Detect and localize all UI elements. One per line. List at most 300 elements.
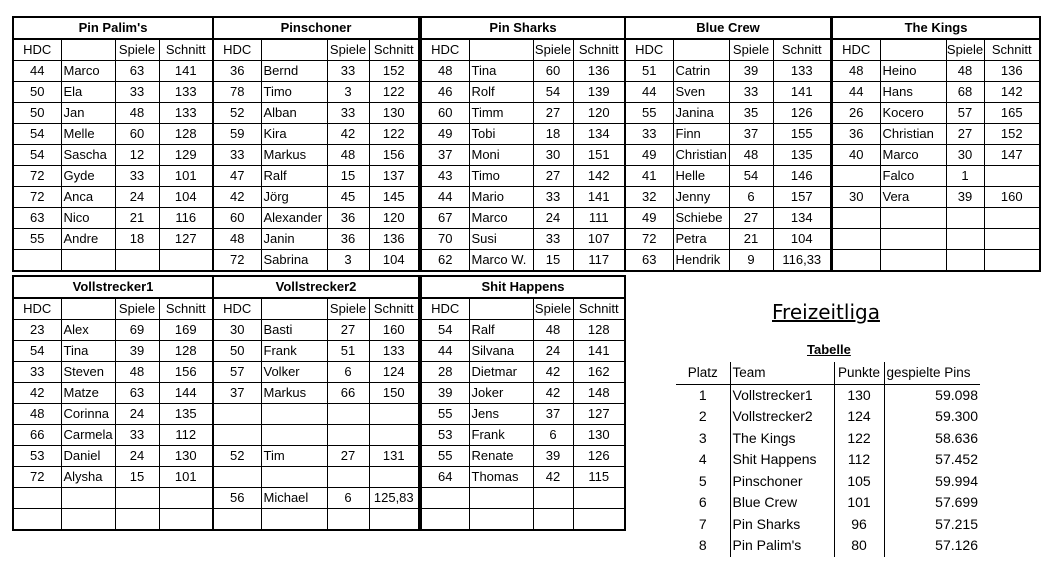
pins-cell: 57.126 [884, 535, 980, 557]
hdc-cell: 72 [625, 229, 673, 250]
table-row [832, 103, 1040, 124]
games-header: Spiele [533, 39, 573, 61]
games-cell: 6 [533, 425, 573, 446]
hdc-cell: 62 [421, 250, 469, 272]
player-name: Sascha [61, 145, 115, 166]
table-row [13, 488, 213, 509]
games-cell: 54 [729, 166, 773, 187]
player-name: Kira [261, 124, 327, 145]
games-cell: 3 [327, 82, 369, 103]
team-table [420, 16, 626, 272]
games-cell: 48 [327, 145, 369, 166]
average-cell: 104 [159, 187, 213, 208]
hdc-cell: 72 [13, 187, 61, 208]
average-header: Schnitt [573, 39, 625, 61]
hdc-cell: 30 [832, 187, 880, 208]
hdc-cell [832, 250, 880, 272]
average-cell [159, 509, 213, 531]
player-name: Janin [261, 229, 327, 250]
table-row [213, 229, 419, 250]
games-cell: 27 [327, 446, 369, 467]
table-row [213, 488, 419, 509]
player-name: Heino [880, 61, 946, 82]
pins-cell: 57.215 [884, 514, 980, 536]
games-cell: 24 [533, 208, 573, 229]
hdc-cell: 44 [625, 82, 673, 103]
player-name: Helle [673, 166, 729, 187]
player-name: Timo [261, 82, 327, 103]
hdc-cell: 42 [13, 383, 61, 404]
games-cell: 45 [327, 187, 369, 208]
games-cell: 27 [327, 320, 369, 341]
average-cell: 135 [159, 404, 213, 425]
rank-header: Platz [676, 362, 730, 384]
table-row [421, 145, 625, 166]
average-cell: 135 [773, 145, 831, 166]
average-cell: 152 [369, 61, 419, 82]
average-cell: 145 [369, 187, 419, 208]
hdc-cell: 50 [213, 341, 261, 362]
player-name: Bernd [261, 61, 327, 82]
games-cell: 1 [946, 166, 984, 187]
table-row [832, 61, 1040, 82]
hdc-cell: 78 [213, 82, 261, 103]
games-cell: 33 [115, 166, 159, 187]
table-row [832, 166, 1040, 187]
average-cell: 141 [773, 82, 831, 103]
average-cell: 126 [773, 103, 831, 124]
hdc-cell: 23 [13, 320, 61, 341]
games-cell: 42 [533, 362, 573, 383]
average-cell: 142 [984, 82, 1040, 103]
average-cell: 104 [369, 250, 419, 272]
player-name: Janina [673, 103, 729, 124]
hdc-cell: 72 [213, 250, 261, 272]
team-name: The Kings [832, 17, 1040, 39]
player-name: Marco [880, 145, 946, 166]
standings-row [676, 384, 980, 406]
team-name: Vollstrecker1 [13, 276, 213, 298]
team-cell: Shit Happens [730, 449, 834, 471]
team-cell: Pin Sharks [730, 514, 834, 536]
games-cell: 35 [729, 103, 773, 124]
table-row [213, 61, 419, 82]
hdc-cell: 44 [13, 61, 61, 82]
hdc-cell: 26 [832, 103, 880, 124]
games-cell: 48 [533, 320, 573, 341]
average-cell: 101 [159, 166, 213, 187]
table-row [213, 362, 419, 383]
hdc-cell: 48 [832, 61, 880, 82]
games-cell: 18 [115, 229, 159, 250]
hdc-cell: 50 [13, 103, 61, 124]
points-cell: 130 [834, 384, 884, 406]
games-cell: 66 [327, 383, 369, 404]
name-header [61, 39, 115, 61]
table-row [13, 208, 213, 229]
average-cell: 147 [984, 145, 1040, 166]
table-row [421, 187, 625, 208]
player-name: Ela [61, 82, 115, 103]
games-cell [327, 467, 369, 488]
player-name: Alban [261, 103, 327, 124]
table-row [13, 362, 213, 383]
hdc-cell: 48 [421, 61, 469, 82]
player-name: Petra [673, 229, 729, 250]
player-name: Sabrina [261, 250, 327, 272]
average-cell: 134 [573, 124, 625, 145]
table-row [625, 124, 831, 145]
table-row [421, 82, 625, 103]
points-cell: 124 [834, 406, 884, 428]
player-name: Markus [261, 383, 327, 404]
player-name: Joker [469, 383, 533, 404]
games-cell: 30 [533, 145, 573, 166]
average-cell: 128 [573, 320, 625, 341]
average-cell: 160 [984, 187, 1040, 208]
name-header [261, 298, 327, 320]
team-table [831, 16, 1041, 272]
average-cell: 130 [369, 103, 419, 124]
average-cell: 101 [159, 467, 213, 488]
table-row [625, 208, 831, 229]
hdc-cell [421, 509, 469, 531]
hdc-cell [213, 467, 261, 488]
player-name: Melle [61, 124, 115, 145]
table-row [13, 467, 213, 488]
team-cell: The Kings [730, 428, 834, 450]
hdc-cell: 49 [625, 208, 673, 229]
average-header: Schnitt [984, 39, 1040, 61]
table-row [13, 404, 213, 425]
games-cell [115, 488, 159, 509]
player-name [469, 488, 533, 509]
average-cell [369, 425, 419, 446]
games-cell: 33 [327, 61, 369, 82]
games-cell: 15 [533, 250, 573, 272]
hdc-cell: 51 [625, 61, 673, 82]
rank-cell: 3 [698, 429, 707, 446]
points-cell: 112 [834, 449, 884, 471]
player-name: Gyde [61, 166, 115, 187]
hdc-cell: 55 [421, 404, 469, 425]
player-name: Timo [469, 166, 533, 187]
hdc-cell: 53 [13, 446, 61, 467]
team-name: Vollstrecker2 [213, 276, 419, 298]
pins-cell: 59.098 [884, 384, 980, 406]
table-row [13, 187, 213, 208]
table-row [625, 61, 831, 82]
games-cell: 42 [533, 383, 573, 404]
hdc-cell: 55 [625, 103, 673, 124]
table-row [625, 145, 831, 166]
games-cell: 33 [533, 187, 573, 208]
hdc-cell: 59 [213, 124, 261, 145]
table-row [421, 341, 625, 362]
player-name: Ralf [469, 320, 533, 341]
games-cell: 36 [327, 208, 369, 229]
average-cell: 156 [159, 362, 213, 383]
table-row [625, 250, 831, 272]
games-cell [946, 208, 984, 229]
average-cell: 117 [573, 250, 625, 272]
games-cell [533, 509, 573, 531]
table-row [13, 383, 213, 404]
games-header: Spiele [115, 298, 159, 320]
average-cell: 152 [984, 124, 1040, 145]
average-cell: 157 [773, 187, 831, 208]
games-cell [327, 425, 369, 446]
hdc-cell: 54 [13, 341, 61, 362]
hdc-header: HDC [832, 39, 880, 61]
hdc-cell: 46 [421, 82, 469, 103]
average-cell [369, 509, 419, 531]
team-header: Team [730, 362, 834, 384]
player-name: Marco W. [469, 250, 533, 272]
hdc-header: HDC [421, 39, 469, 61]
games-cell [533, 488, 573, 509]
hdc-cell: 54 [13, 145, 61, 166]
player-name [61, 488, 115, 509]
hdc-cell: 72 [13, 166, 61, 187]
table-row [213, 383, 419, 404]
pins-cell: 59.300 [884, 406, 980, 428]
hdc-cell: 70 [421, 229, 469, 250]
player-name: Kocero [880, 103, 946, 124]
average-cell: 120 [369, 208, 419, 229]
games-cell: 51 [327, 341, 369, 362]
games-cell: 33 [327, 103, 369, 124]
average-cell: 134 [773, 208, 831, 229]
player-name: Christian [673, 145, 729, 166]
player-name: Thomas [469, 467, 533, 488]
average-cell: 133 [159, 82, 213, 103]
table-row [213, 404, 419, 425]
table-row [13, 61, 213, 82]
table-row [13, 320, 213, 341]
player-name: Matze [61, 383, 115, 404]
average-cell: 133 [159, 103, 213, 124]
table-row [213, 425, 419, 446]
hdc-cell: 47 [213, 166, 261, 187]
hdc-cell: 57 [213, 362, 261, 383]
table-row [421, 383, 625, 404]
average-cell: 150 [369, 383, 419, 404]
hdc-cell: 39 [421, 383, 469, 404]
table-row [13, 425, 213, 446]
player-name: Falco [880, 166, 946, 187]
player-name: Rolf [469, 82, 533, 103]
player-name: Tina [61, 341, 115, 362]
average-header: Schnitt [369, 39, 419, 61]
name-header [61, 298, 115, 320]
rank-cell: 5 [698, 472, 707, 489]
table-row [421, 103, 625, 124]
player-name: Susi [469, 229, 533, 250]
table-row [213, 145, 419, 166]
average-cell [159, 250, 213, 272]
table-row [832, 82, 1040, 103]
hdc-cell: 50 [13, 82, 61, 103]
table-row [13, 103, 213, 124]
rank-cell: 7 [698, 515, 707, 532]
hdc-cell: 52 [213, 446, 261, 467]
player-name: Steven [61, 362, 115, 383]
average-header: Schnitt [773, 39, 831, 61]
team-cell: Blue Crew [730, 492, 834, 514]
games-cell [115, 509, 159, 531]
hdc-cell [421, 488, 469, 509]
games-header: Spiele [327, 39, 369, 61]
team-name: Pinschoner [213, 17, 419, 39]
standings-row [676, 535, 980, 557]
player-name [880, 208, 946, 229]
pins-cell: 58.636 [884, 428, 980, 450]
table-row [13, 509, 213, 531]
player-name: Marco [469, 208, 533, 229]
table-row [832, 229, 1040, 250]
games-cell [115, 250, 159, 272]
points-cell: 122 [834, 428, 884, 450]
games-cell: 39 [115, 341, 159, 362]
games-header: Spiele [533, 298, 573, 320]
games-cell: 57 [946, 103, 984, 124]
hdc-cell: 52 [213, 103, 261, 124]
table-row [832, 124, 1040, 145]
player-name: Alexander [261, 208, 327, 229]
games-cell: 37 [533, 404, 573, 425]
games-header: Spiele [729, 39, 773, 61]
average-cell: 111 [573, 208, 625, 229]
standings-title: Tabelle [807, 342, 851, 357]
table-row [13, 446, 213, 467]
table-row [13, 229, 213, 250]
games-cell: 6 [327, 488, 369, 509]
hdc-cell [832, 229, 880, 250]
player-name: Frank [469, 425, 533, 446]
player-name [261, 467, 327, 488]
hdc-cell: 33 [13, 362, 61, 383]
table-row [13, 145, 213, 166]
hdc-cell: 66 [13, 425, 61, 446]
table-row [213, 320, 419, 341]
games-cell: 27 [946, 124, 984, 145]
table-row [421, 467, 625, 488]
games-cell [946, 229, 984, 250]
games-cell: 9 [729, 250, 773, 272]
team-cell: Pin Palim's [730, 535, 834, 557]
team-table [12, 16, 214, 272]
hdc-cell [832, 208, 880, 229]
average-cell: 146 [773, 166, 831, 187]
table-row [213, 208, 419, 229]
average-cell [573, 488, 625, 509]
average-cell: 122 [369, 124, 419, 145]
hdc-cell: 63 [625, 250, 673, 272]
points-cell: 105 [834, 471, 884, 493]
hdc-cell [213, 509, 261, 531]
player-name: Moni [469, 145, 533, 166]
table-row [213, 341, 419, 362]
hdc-cell: 30 [213, 320, 261, 341]
team-table [420, 275, 626, 531]
player-name: Dietmar [469, 362, 533, 383]
average-cell: 122 [369, 82, 419, 103]
standings-row [676, 428, 980, 450]
name-header [880, 39, 946, 61]
player-name: Renate [469, 446, 533, 467]
rank-cell: 8 [698, 537, 707, 554]
points-cell: 96 [834, 514, 884, 536]
points-cell: 101 [834, 492, 884, 514]
player-name [261, 404, 327, 425]
hdc-cell: 37 [421, 145, 469, 166]
games-cell [946, 250, 984, 272]
average-cell: 155 [773, 124, 831, 145]
games-cell: 48 [729, 145, 773, 166]
games-cell: 39 [946, 187, 984, 208]
average-cell [573, 509, 625, 531]
games-cell: 18 [533, 124, 573, 145]
hdc-cell: 64 [421, 467, 469, 488]
player-name: Christian [880, 124, 946, 145]
average-cell: 125,83 [369, 488, 419, 509]
table-row [421, 488, 625, 509]
player-name: Carmela [61, 425, 115, 446]
average-cell: 120 [573, 103, 625, 124]
hdc-cell: 60 [421, 103, 469, 124]
table-row [421, 404, 625, 425]
table-row [625, 229, 831, 250]
league-title: Freizeitliga [772, 300, 880, 324]
rank-cell: 4 [698, 451, 707, 468]
team-table [624, 16, 832, 272]
games-cell: 6 [729, 187, 773, 208]
games-cell: 60 [533, 61, 573, 82]
table-row [213, 166, 419, 187]
games-cell: 42 [327, 124, 369, 145]
average-header: Schnitt [159, 39, 213, 61]
average-cell: 128 [159, 341, 213, 362]
table-row [421, 509, 625, 531]
hdc-header: HDC [625, 39, 673, 61]
player-name: Michael [261, 488, 327, 509]
table-row [213, 250, 419, 272]
table-row [421, 320, 625, 341]
player-name: Daniel [61, 446, 115, 467]
average-cell: 127 [159, 229, 213, 250]
games-cell: 27 [533, 103, 573, 124]
average-cell [984, 250, 1040, 272]
player-name: Tina [469, 61, 533, 82]
standings-row [676, 406, 980, 428]
player-name: Andre [61, 229, 115, 250]
hdc-cell: 44 [421, 187, 469, 208]
table-row [421, 229, 625, 250]
player-name: Hans [880, 82, 946, 103]
player-name: Jenny [673, 187, 729, 208]
games-cell: 24 [115, 187, 159, 208]
games-cell: 63 [115, 383, 159, 404]
average-cell [984, 229, 1040, 250]
name-header [469, 39, 533, 61]
hdc-cell: 48 [213, 229, 261, 250]
player-name: Tim [261, 446, 327, 467]
games-cell: 48 [115, 362, 159, 383]
team-cell: Vollstrecker1 [730, 384, 834, 406]
player-name: Alex [61, 320, 115, 341]
player-name: Tobi [469, 124, 533, 145]
